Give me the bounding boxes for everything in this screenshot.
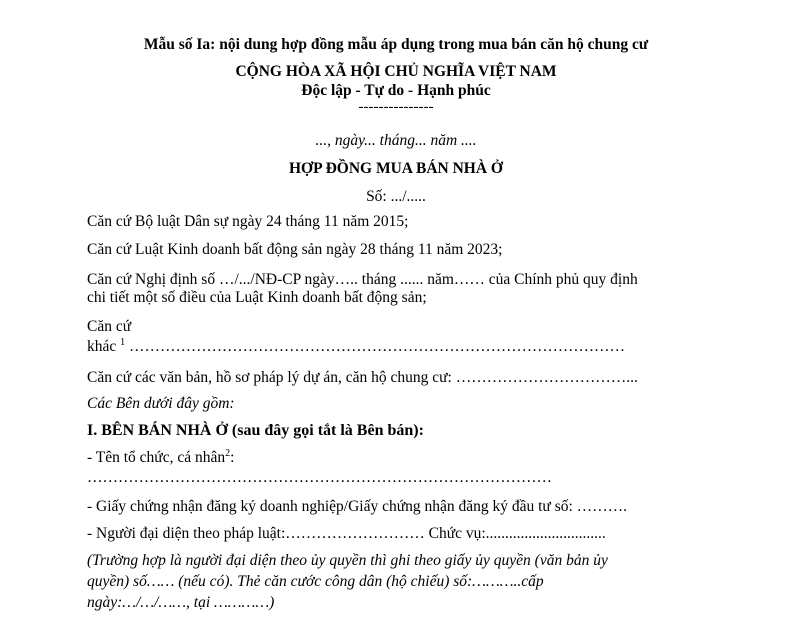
basis-documents: Căn cứ các văn bản, hồ sơ pháp lý dự án, căn hộ chung cư: ……………………………...: [87, 369, 638, 386]
basis-decree-line-1: Căn cứ Nghị định số …/.../NĐ-CP ngày….. tháng ...... năm…… của Chính phủ quy định: [87, 271, 638, 288]
national-motto: Độc lập - Tự do - Hạnh phúc: [301, 82, 491, 99]
basis-civil-code: Căn cứ Bộ luật Dân sự ngày 24 tháng 11 năm 2015;: [87, 213, 409, 230]
contract-title: HỢP ĐỒNG MUA BÁN NHÀ Ở: [289, 160, 503, 177]
seller-name-label-line: [87, 448, 772, 468]
seller-heading: I. BÊN BÁN NHÀ Ở (sau đây gọi tắt là Bên bán):: [87, 422, 424, 439]
footnote-2-marker: 2: [225, 447, 231, 459]
seller-note-line-3: ngày:…/…/……, tại …………): [87, 594, 275, 611]
seller-representative: - Người đại diện theo pháp luật:……………………… Chức vụ:...............................: [87, 525, 606, 542]
basis-real-estate-law: Căn cứ Luật Kinh doanh bất động sản ngày 28 tháng 11 năm 2023;: [87, 241, 503, 258]
basis-other-label: Căn cứ: [87, 318, 132, 335]
country-name: CỘNG HÒA XÃ HỘI CHỦ NGHĨA VIỆT NAM: [235, 63, 557, 80]
basis-other-dots: ……………………………………………………………………………………: [125, 338, 626, 355]
contract-number: Số: .../.....: [366, 188, 426, 205]
seller-name-colon: :: [230, 449, 235, 466]
basis-other-line: [87, 337, 772, 357]
seller-registration: - Giấy chứng nhận đăng ký doanh nghiệp/Giấy chứng nhận đăng ký đầu tư số: ……….: [87, 498, 628, 515]
basis-other-word: khác: [87, 338, 117, 355]
date-line: ..., ngày... tháng... năm ....: [315, 132, 477, 149]
form-title: Mẫu số Ia: nội dung hợp đồng mẫu áp dụng trong mua bán căn hộ chung cư: [143, 36, 649, 53]
footnote-1-marker: 1: [120, 336, 126, 348]
parties-intro: Các Bên dưới đây gồm:: [87, 395, 235, 412]
seller-name-label: - Tên tổ chức, cá nhân: [87, 449, 226, 466]
basis-decree-line-2: chi tiết một số điều của Luật Kinh doanh bất động sản;: [87, 289, 427, 306]
seller-note-line-2: quyền) số…… (nếu có). Thẻ căn cước công dân (hộ chiếu) số:………..cấp: [87, 573, 544, 590]
header-separator: ---------------: [358, 99, 434, 115]
seller-name-dots: ………………………………………………………………………………: [87, 469, 552, 486]
seller-note-line-1: (Trường hợp là người đại diện theo ủy quyền thì ghi theo giấy ủy quyền (văn bản ủy: [87, 552, 608, 569]
